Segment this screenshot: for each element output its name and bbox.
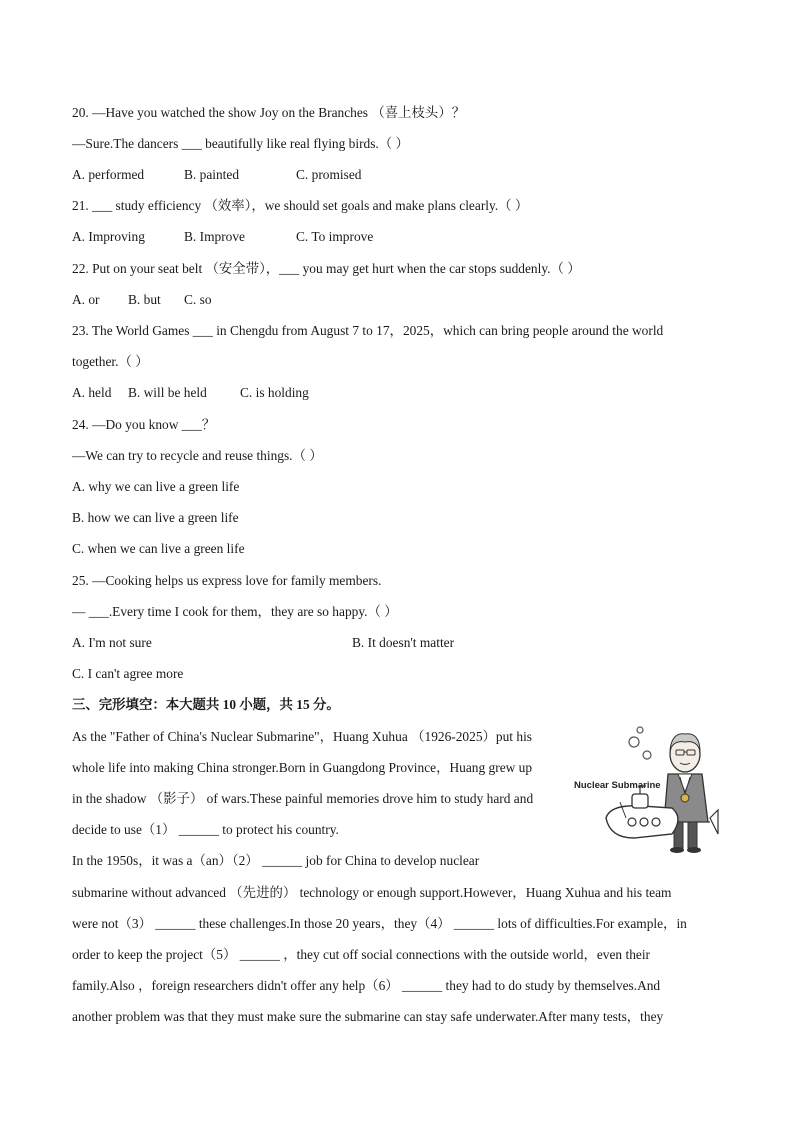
- q25-option-a: A. I'm not sure: [72, 635, 152, 650]
- q22-option-c: C. so: [184, 292, 212, 307]
- q24-option-a: A. why we can live a green life: [72, 479, 240, 494]
- q21-option-a: A. Improving: [72, 229, 145, 244]
- passage-line: As the "Father of China's Nuclear Submarine"，Huang Xuhua （1926-2025）put his: [72, 729, 532, 744]
- q21-option-c: C. To improve: [296, 229, 374, 244]
- passage-line: decide to use（1） ______ to protect his country.: [72, 822, 339, 837]
- question-25-line2: — ___.Every time I cook for them，they are so happy.（ ）: [72, 604, 398, 619]
- nuclear-submarine-illustration: [572, 722, 722, 862]
- q23-option-b: B. will be held: [128, 385, 207, 400]
- q25-option-b: B. It doesn't matter: [352, 635, 455, 650]
- question-23-stem: 23. The World Games ___ in Chengdu from August 7 to 17，2025，which can bring people around the world: [72, 323, 664, 338]
- q22-option-b: B. but: [128, 292, 161, 307]
- section-heading: 三、完形填空：本大题共 10 小题，共 15 分。: [72, 697, 340, 712]
- submarine-scientist-icon: [572, 722, 722, 862]
- q25-option-c: C. I can't agree more: [72, 666, 184, 681]
- q21-option-b: B. Improve: [184, 229, 245, 244]
- passage-line: in the shadow （影子） of wars.These painful memories drove him to study hard and: [72, 791, 534, 806]
- question-22-stem: 22. Put on your seat belt （安全带），___ you may get hurt when the car stops suddenly.（ ）: [72, 261, 581, 276]
- q20-option-b: B. painted: [184, 167, 240, 182]
- passage-line: order to keep the project（5） ______ ，they cut off social connections with the outside world，even their: [72, 947, 651, 962]
- question-24-stem: 24. —Do you know ___？: [72, 417, 216, 432]
- passage-line: were not（3） ______ these challenges.In those 20 years，they（4） ______ lots of difficulties.For example，in: [72, 916, 687, 931]
- q22-option-a: A. or: [72, 292, 100, 307]
- question-25-stem: 25. —Cooking helps us express love for family members.: [72, 573, 382, 588]
- q20-option-a: A. performed: [72, 167, 145, 182]
- q23-option-c: C. is holding: [240, 385, 309, 400]
- question-24-line2: —We can try to recycle and reuse things.（ ）: [72, 448, 323, 463]
- passage-line: In the 1950s，it was a（an）（2） ______ job for China to develop nuclear: [72, 853, 480, 868]
- passage-line: submarine without advanced （先进的） technology or enough support.However，Huang Xuhua and his team: [72, 885, 672, 900]
- question-23-line2: together.（ ）: [72, 354, 149, 369]
- passage-line: whole life into making China stronger.Born in Guangdong Province，Huang grew up: [72, 760, 533, 775]
- question-21-stem: 21. ___ study efficiency （效率），we should set goals and make plans clearly.（ ）: [72, 198, 529, 213]
- q24-option-c: C. when we can live a green life: [72, 541, 245, 556]
- q23-option-a: A. held: [72, 385, 112, 400]
- q20-option-c: C. promised: [296, 167, 362, 182]
- passage-line: family.Also ，foreign researchers didn't offer any help（6） ______ they had to do study by themselves.And: [72, 978, 661, 993]
- illustration-label: Nuclear Submarine: [574, 780, 661, 791]
- q24-option-b: B. how we can live a green life: [72, 510, 239, 525]
- passage-line: another problem was that they must make sure the submarine can stay safe underwater.After many tests，they: [72, 1009, 664, 1024]
- question-20-line2: —Sure.The dancers ___ beautifully like real flying birds.（ ）: [72, 136, 409, 151]
- question-20-stem: 20. —Have you watched the show Joy on the Branches （喜上枝头）？: [72, 105, 466, 120]
